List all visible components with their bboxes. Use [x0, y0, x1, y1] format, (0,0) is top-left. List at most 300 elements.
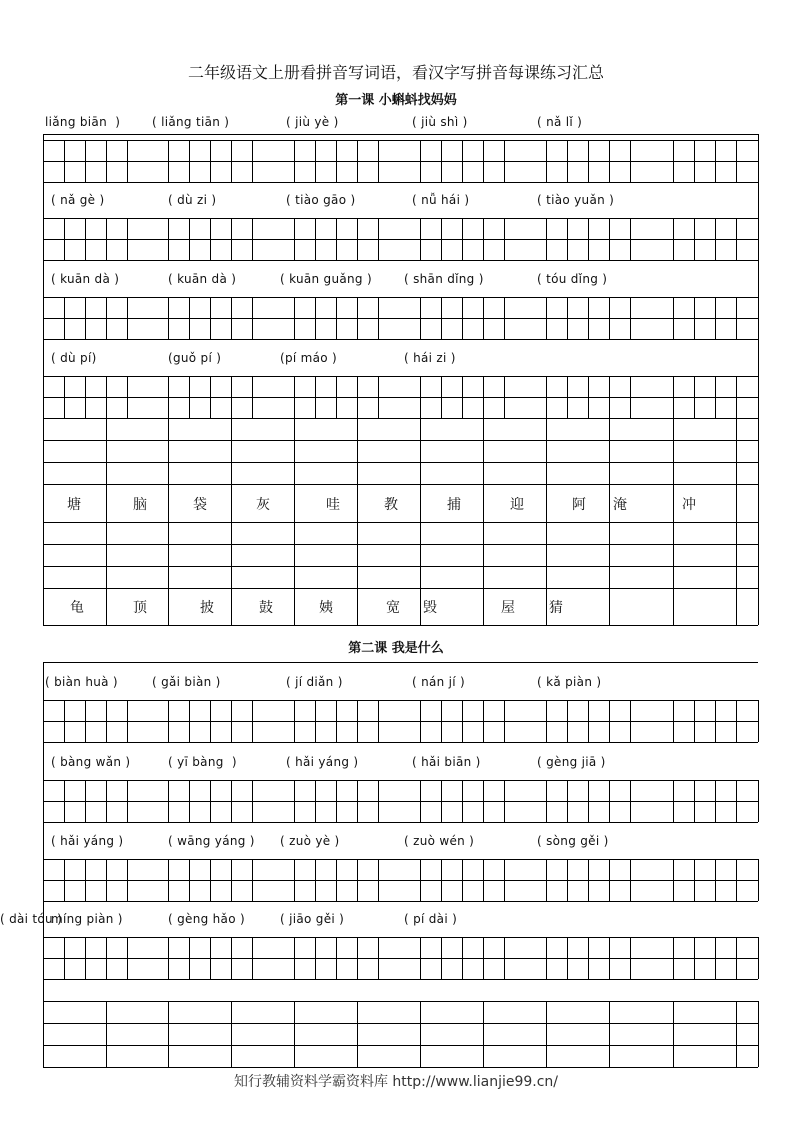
writing-grid-column — [357, 140, 358, 182]
writing-grid-column — [294, 376, 295, 418]
writing-grid-column — [127, 859, 128, 901]
lesson-2-pinyin-0-3: ( nán jí ) — [412, 675, 466, 689]
writing-grid-column — [127, 937, 128, 979]
writing-grid-column — [420, 937, 421, 979]
writing-grid-column — [694, 376, 695, 418]
writing-grid-column — [106, 376, 107, 418]
writing-grid-column — [441, 700, 442, 742]
char-row2-8: 猜 — [549, 600, 563, 616]
writing-grid-column — [462, 780, 463, 822]
writing-grid-column — [420, 297, 421, 339]
writing-grid-column — [85, 376, 86, 418]
writing-grid-column — [64, 218, 65, 260]
writing-grid-column — [64, 859, 65, 901]
writing-grid-column — [630, 297, 631, 339]
char-table-column-line — [483, 1001, 484, 1067]
writing-grid-column — [715, 700, 716, 742]
writing-grid-column — [294, 859, 295, 901]
writing-grid-column — [758, 859, 759, 901]
writing-grid-column — [715, 780, 716, 822]
writing-grid-column — [736, 297, 737, 339]
lesson-1-pinyin-3-0: ( dù pí) — [51, 351, 97, 365]
char-table-column-line — [736, 1001, 737, 1067]
char-table-row-line — [43, 462, 758, 463]
lesson-1-pinyin-0-0: liǎng biān ) — [45, 115, 121, 129]
writing-grid-column — [210, 218, 211, 260]
lesson-2-pinyin-0-1: ( gǎi biàn ) — [152, 675, 221, 689]
writing-grid-column — [336, 140, 337, 182]
writing-grid-column — [252, 297, 253, 339]
writing-grid-column — [231, 780, 232, 822]
writing-grid-column — [231, 937, 232, 979]
char-row1-0: 塘 — [67, 497, 81, 513]
writing-grid-column — [441, 140, 442, 182]
writing-grid-column — [504, 700, 505, 742]
writing-grid-column — [441, 376, 442, 418]
writing-grid-column — [127, 700, 128, 742]
char-row2-2: 披 — [200, 600, 214, 616]
writing-grid-column — [483, 700, 484, 742]
writing-grid-column — [315, 780, 316, 822]
writing-grid-column — [231, 140, 232, 182]
lesson-1-box-top — [43, 134, 758, 135]
char-table-column-line — [546, 418, 547, 625]
writing-grid-column — [378, 218, 379, 260]
char-row2-3: 鼓 — [259, 600, 273, 616]
writing-grid-column — [462, 218, 463, 260]
writing-grid-column — [336, 297, 337, 339]
writing-grid-column — [315, 297, 316, 339]
lesson-2-pinyin-1-4: ( gèng jiā ) — [537, 755, 606, 769]
writing-grid-column — [85, 297, 86, 339]
char-table-row-line — [43, 1001, 758, 1002]
writing-grid-column — [588, 376, 589, 418]
writing-grid-column — [609, 218, 610, 260]
writing-grid-column — [758, 700, 759, 742]
char-table-column-line — [609, 418, 610, 625]
lesson-2-pinyin-1-3: ( hǎi biān ) — [412, 755, 481, 769]
writing-grid-column — [210, 700, 211, 742]
lesson-1-pinyin-0-1: ( liǎng tiān ) — [152, 115, 230, 129]
writing-grid-column — [673, 140, 674, 182]
writing-grid-column — [168, 218, 169, 260]
char-table-column-line — [609, 1001, 610, 1067]
lesson-2-pinyin-2-1: ( wāng yáng ) — [168, 834, 255, 848]
writing-grid-column — [441, 780, 442, 822]
char-table-column-line — [231, 418, 232, 625]
writing-grid-column — [315, 140, 316, 182]
char-row1-2: 袋 — [193, 497, 207, 513]
char-table-row-line — [43, 625, 758, 626]
writing-grid-column — [504, 218, 505, 260]
char-table-column-line — [357, 1001, 358, 1067]
writing-grid-column — [609, 700, 610, 742]
char-row2-7: 屋 — [501, 600, 515, 616]
writing-grid-mid — [43, 318, 758, 319]
writing-grid-column — [315, 937, 316, 979]
lesson-2-pinyin-2-3: ( zuò wén ) — [404, 834, 475, 848]
writing-grid-column — [694, 218, 695, 260]
writing-grid-column — [673, 937, 674, 979]
writing-grid-column — [189, 780, 190, 822]
char-table-column-line — [736, 418, 737, 625]
writing-grid-column — [441, 218, 442, 260]
writing-grid-column — [294, 700, 295, 742]
writing-grid-column — [357, 937, 358, 979]
footer-source: 知行教辅资料学霸资料库 http://www.lianjie99.cn/ — [233, 1074, 559, 1090]
writing-grid-column — [736, 859, 737, 901]
writing-grid-column — [588, 218, 589, 260]
writing-grid-column — [106, 937, 107, 979]
writing-grid-column — [168, 700, 169, 742]
writing-grid-column — [210, 140, 211, 182]
writing-grid-column — [736, 780, 737, 822]
writing-grid-column — [441, 937, 442, 979]
writing-grid-column — [315, 859, 316, 901]
writing-grid-column — [64, 700, 65, 742]
writing-grid-column — [378, 700, 379, 742]
char-row1-4: 哇 — [326, 497, 340, 513]
writing-grid-column — [673, 376, 674, 418]
writing-grid-column — [483, 218, 484, 260]
writing-grid-column — [504, 297, 505, 339]
lesson-2-pinyin-1-0: ( bàng wǎn ) — [51, 755, 131, 769]
lesson-1-pinyin-3-3: ( hái zi ) — [404, 351, 456, 365]
lesson-1-pinyin-1-0: ( nǎ gè ) — [51, 193, 105, 207]
writing-grid-column — [127, 218, 128, 260]
char-row2-1: 顶 — [133, 600, 147, 616]
lesson-2-pinyin-2-0: ( hǎi yáng ) — [51, 834, 124, 848]
writing-grid-column — [546, 937, 547, 979]
writing-grid-column — [546, 859, 547, 901]
writing-grid-column — [630, 376, 631, 418]
char-row2-5: 宽 — [386, 600, 400, 616]
writing-grid-column — [673, 700, 674, 742]
writing-grid-column — [294, 218, 295, 260]
char-table-column-line — [546, 1001, 547, 1067]
writing-grid-column — [106, 859, 107, 901]
writing-grid-column — [483, 859, 484, 901]
writing-grid-column — [715, 297, 716, 339]
writing-grid-column — [378, 859, 379, 901]
writing-grid-column — [694, 780, 695, 822]
char-table-row-line — [43, 1067, 758, 1068]
writing-grid-column — [609, 140, 610, 182]
writing-grid-column — [715, 859, 716, 901]
lesson-1-pinyin-2-1: ( kuān dà ) — [168, 272, 237, 286]
writing-grid-column — [189, 297, 190, 339]
writing-grid-column — [630, 218, 631, 260]
lesson-2-pinyin-2-4: ( sòng gěi ) — [537, 834, 609, 848]
writing-grid-column — [673, 218, 674, 260]
writing-grid-mid — [43, 161, 758, 162]
writing-grid-column — [210, 937, 211, 979]
writing-grid-top — [43, 859, 758, 860]
writing-grid-column — [609, 937, 610, 979]
writing-grid-column — [420, 140, 421, 182]
writing-grid-top — [43, 218, 758, 219]
writing-grid-column — [127, 780, 128, 822]
writing-grid-column — [546, 218, 547, 260]
char-table-column-line — [758, 1001, 759, 1067]
writing-grid-column — [715, 140, 716, 182]
lesson-1-pinyin-1-1: ( dù zi ) — [168, 193, 217, 207]
writing-grid-bottom — [43, 901, 758, 902]
char-table-row-line — [43, 484, 758, 485]
writing-grid-column — [168, 297, 169, 339]
writing-grid-column — [231, 859, 232, 901]
char-table-column-line — [673, 1001, 674, 1067]
lesson-2-heading: 第二课 我是什么 — [348, 641, 444, 656]
writing-grid-column — [252, 859, 253, 901]
writing-grid-column — [630, 937, 631, 979]
writing-grid-column — [168, 140, 169, 182]
char-table-column-line — [168, 1001, 169, 1067]
writing-grid-column — [85, 780, 86, 822]
writing-grid-column — [420, 218, 421, 260]
char-table-column-line — [43, 418, 44, 625]
writing-grid-column — [210, 859, 211, 901]
writing-grid-top — [43, 140, 758, 141]
writing-grid-mid — [43, 880, 758, 881]
writing-grid-column — [315, 218, 316, 260]
writing-grid-column — [546, 780, 547, 822]
writing-grid-column — [504, 937, 505, 979]
writing-grid-column — [441, 297, 442, 339]
writing-grid-column — [462, 859, 463, 901]
writing-grid-column — [294, 780, 295, 822]
writing-grid-column — [588, 700, 589, 742]
writing-grid-column — [357, 700, 358, 742]
writing-grid-column — [609, 376, 610, 418]
lesson-1-pinyin-2-2: ( kuān guǎng ) — [280, 272, 372, 286]
lesson-1-pinyin-2-0: ( kuān dà ) — [51, 272, 120, 286]
writing-grid-column — [567, 297, 568, 339]
writing-grid-column — [630, 859, 631, 901]
writing-grid-top — [43, 297, 758, 298]
writing-grid-column — [64, 297, 65, 339]
writing-grid-column — [630, 140, 631, 182]
writing-grid-column — [252, 937, 253, 979]
writing-grid-column — [504, 376, 505, 418]
writing-grid-mid — [43, 239, 758, 240]
char-table-row-line — [43, 1045, 758, 1046]
writing-grid-mid — [43, 958, 758, 959]
writing-grid-column — [483, 780, 484, 822]
writing-grid-top — [43, 780, 758, 781]
lesson-1-pinyin-1-4: ( tiào yuǎn ) — [537, 193, 615, 207]
writing-grid-column — [252, 140, 253, 182]
char-row1-10: 冲 — [682, 497, 696, 513]
lesson-1-heading: 第一课 小蝌蚪找妈妈 — [335, 93, 457, 108]
writing-grid-column — [462, 297, 463, 339]
char-table-column-line — [168, 418, 169, 625]
char-row1-6: 捕 — [447, 497, 461, 513]
lesson-2-pinyin-3-1: ( gèng hǎo ) — [168, 912, 245, 926]
char-table-row-line — [43, 1023, 758, 1024]
writing-grid-column — [462, 376, 463, 418]
writing-grid-column — [736, 376, 737, 418]
writing-grid-column — [483, 297, 484, 339]
writing-grid-column — [546, 140, 547, 182]
writing-grid-column — [588, 140, 589, 182]
lesson-2-pinyin-2-2: ( zuò yè ) — [280, 834, 340, 848]
char-row1-8: 阿 — [572, 497, 586, 513]
writing-grid-column — [758, 937, 759, 979]
char-table-row-line — [43, 418, 758, 419]
char-table-row-line — [43, 566, 758, 567]
writing-grid-column — [483, 937, 484, 979]
writing-grid-column — [189, 859, 190, 901]
writing-grid-column — [336, 780, 337, 822]
writing-grid-column — [736, 937, 737, 979]
writing-grid-column — [168, 937, 169, 979]
writing-grid-column — [567, 376, 568, 418]
writing-grid-column — [378, 780, 379, 822]
char-row1-3: 灰 — [256, 497, 270, 513]
char-table-column-line — [294, 418, 295, 625]
char-table-column-line — [106, 418, 107, 625]
writing-grid-column — [64, 376, 65, 418]
writing-grid-column — [630, 780, 631, 822]
char-row2-4: 姨 — [319, 600, 333, 616]
writing-grid-column — [85, 140, 86, 182]
char-table-column-line — [420, 418, 421, 625]
lesson-2-pinyin-1-2: ( hǎi yáng ) — [286, 755, 359, 769]
lesson-2-pinyin-3-0: míng piàn ) — [51, 912, 123, 926]
writing-grid-column — [588, 297, 589, 339]
writing-grid-column — [567, 780, 568, 822]
writing-grid-column — [758, 780, 759, 822]
lesson-1-pinyin-0-3: ( jiù shì ) — [412, 115, 468, 129]
writing-grid-column — [715, 218, 716, 260]
writing-grid-top — [43, 937, 758, 938]
writing-grid-column — [736, 218, 737, 260]
writing-grid-column — [106, 297, 107, 339]
writing-grid-column — [567, 859, 568, 901]
writing-grid-column — [189, 218, 190, 260]
writing-grid-column — [294, 937, 295, 979]
writing-grid-column — [715, 937, 716, 979]
writing-grid-column — [567, 218, 568, 260]
writing-grid-column — [85, 859, 86, 901]
char-row2-6: 毁 — [423, 600, 437, 616]
writing-grid-column — [357, 218, 358, 260]
writing-grid-column — [168, 376, 169, 418]
writing-grid-column — [588, 937, 589, 979]
writing-grid-column — [106, 218, 107, 260]
writing-grid-column — [189, 140, 190, 182]
writing-grid-column — [357, 780, 358, 822]
char-row1-7: 迎 — [510, 497, 524, 513]
lesson-2-pinyin-3-3: ( pí dài ) — [404, 912, 458, 926]
writing-grid-column — [252, 218, 253, 260]
writing-grid-column — [168, 780, 169, 822]
writing-grid-column — [609, 297, 610, 339]
writing-grid-column — [336, 376, 337, 418]
lesson-1-pinyin-2-4: ( tóu dǐng ) — [537, 272, 608, 286]
lesson-2-box-top — [43, 662, 758, 663]
lesson-2-pinyin-0-0: ( biàn huà ) — [45, 675, 118, 689]
writing-grid-top — [43, 700, 758, 701]
char-table-row-line — [43, 979, 758, 980]
writing-grid-column — [420, 376, 421, 418]
writing-grid-column — [231, 376, 232, 418]
writing-grid-column — [546, 297, 547, 339]
writing-grid-column — [64, 937, 65, 979]
writing-grid-column — [85, 937, 86, 979]
writing-grid-column — [462, 140, 463, 182]
writing-grid-bottom — [43, 742, 758, 743]
char-table-column-line — [294, 1001, 295, 1067]
writing-grid-column — [736, 140, 737, 182]
writing-grid-mid — [43, 397, 758, 398]
writing-grid-column — [294, 297, 295, 339]
writing-grid-column — [315, 376, 316, 418]
writing-grid-column — [189, 937, 190, 979]
writing-grid-top — [43, 376, 758, 377]
writing-grid-column — [567, 937, 568, 979]
writing-grid-column — [378, 297, 379, 339]
writing-grid-column — [106, 780, 107, 822]
writing-grid-column — [378, 140, 379, 182]
writing-grid-column — [210, 297, 211, 339]
writing-grid-column — [462, 937, 463, 979]
writing-grid-column — [127, 140, 128, 182]
writing-grid-column — [567, 700, 568, 742]
writing-grid-column — [336, 937, 337, 979]
writing-grid-column — [357, 859, 358, 901]
writing-grid-column — [357, 376, 358, 418]
lesson-1-pinyin-0-4: ( nǎ lǐ ) — [537, 115, 583, 129]
writing-grid-column — [673, 780, 674, 822]
writing-grid-column — [210, 780, 211, 822]
char-table-column-line — [106, 1001, 107, 1067]
writing-grid-column — [378, 937, 379, 979]
writing-grid-bottom — [43, 182, 758, 183]
writing-grid-column — [694, 297, 695, 339]
char-table-column-line — [483, 418, 484, 625]
writing-grid-column — [189, 700, 190, 742]
writing-grid-column — [252, 700, 253, 742]
writing-grid-column — [694, 140, 695, 182]
char-table-row-line — [43, 440, 758, 441]
writing-grid-column — [127, 376, 128, 418]
writing-grid-column — [85, 700, 86, 742]
writing-grid-mid — [43, 721, 758, 722]
lesson-1-pinyin-1-3: ( nǚ hái ) — [412, 193, 470, 207]
writing-grid-column — [588, 859, 589, 901]
writing-grid-column — [231, 218, 232, 260]
writing-grid-column — [189, 376, 190, 418]
char-table-column-line — [758, 418, 759, 625]
lesson-2-pinyin-0-2: ( jí diǎn ) — [286, 675, 343, 689]
writing-grid-column — [294, 140, 295, 182]
lesson-2-pinyin-3-4: ( dài tóu ) — [0, 912, 63, 926]
writing-grid-column — [673, 859, 674, 901]
char-table-column-line — [420, 1001, 421, 1067]
writing-grid-column — [231, 297, 232, 339]
writing-grid-column — [715, 376, 716, 418]
writing-grid-column — [315, 700, 316, 742]
lesson-1-pinyin-3-1: (guǒ pí ) — [168, 351, 222, 365]
writing-grid-column — [336, 218, 337, 260]
page-title: 二年级语文上册看拼音写词语，看汉字写拼音每课练习汇总 — [187, 63, 604, 82]
writing-grid-column — [441, 859, 442, 901]
char-table-row-line — [43, 544, 758, 545]
writing-grid-column — [420, 700, 421, 742]
lesson-2-pinyin-3-2: ( jiāo gěi ) — [280, 912, 345, 926]
